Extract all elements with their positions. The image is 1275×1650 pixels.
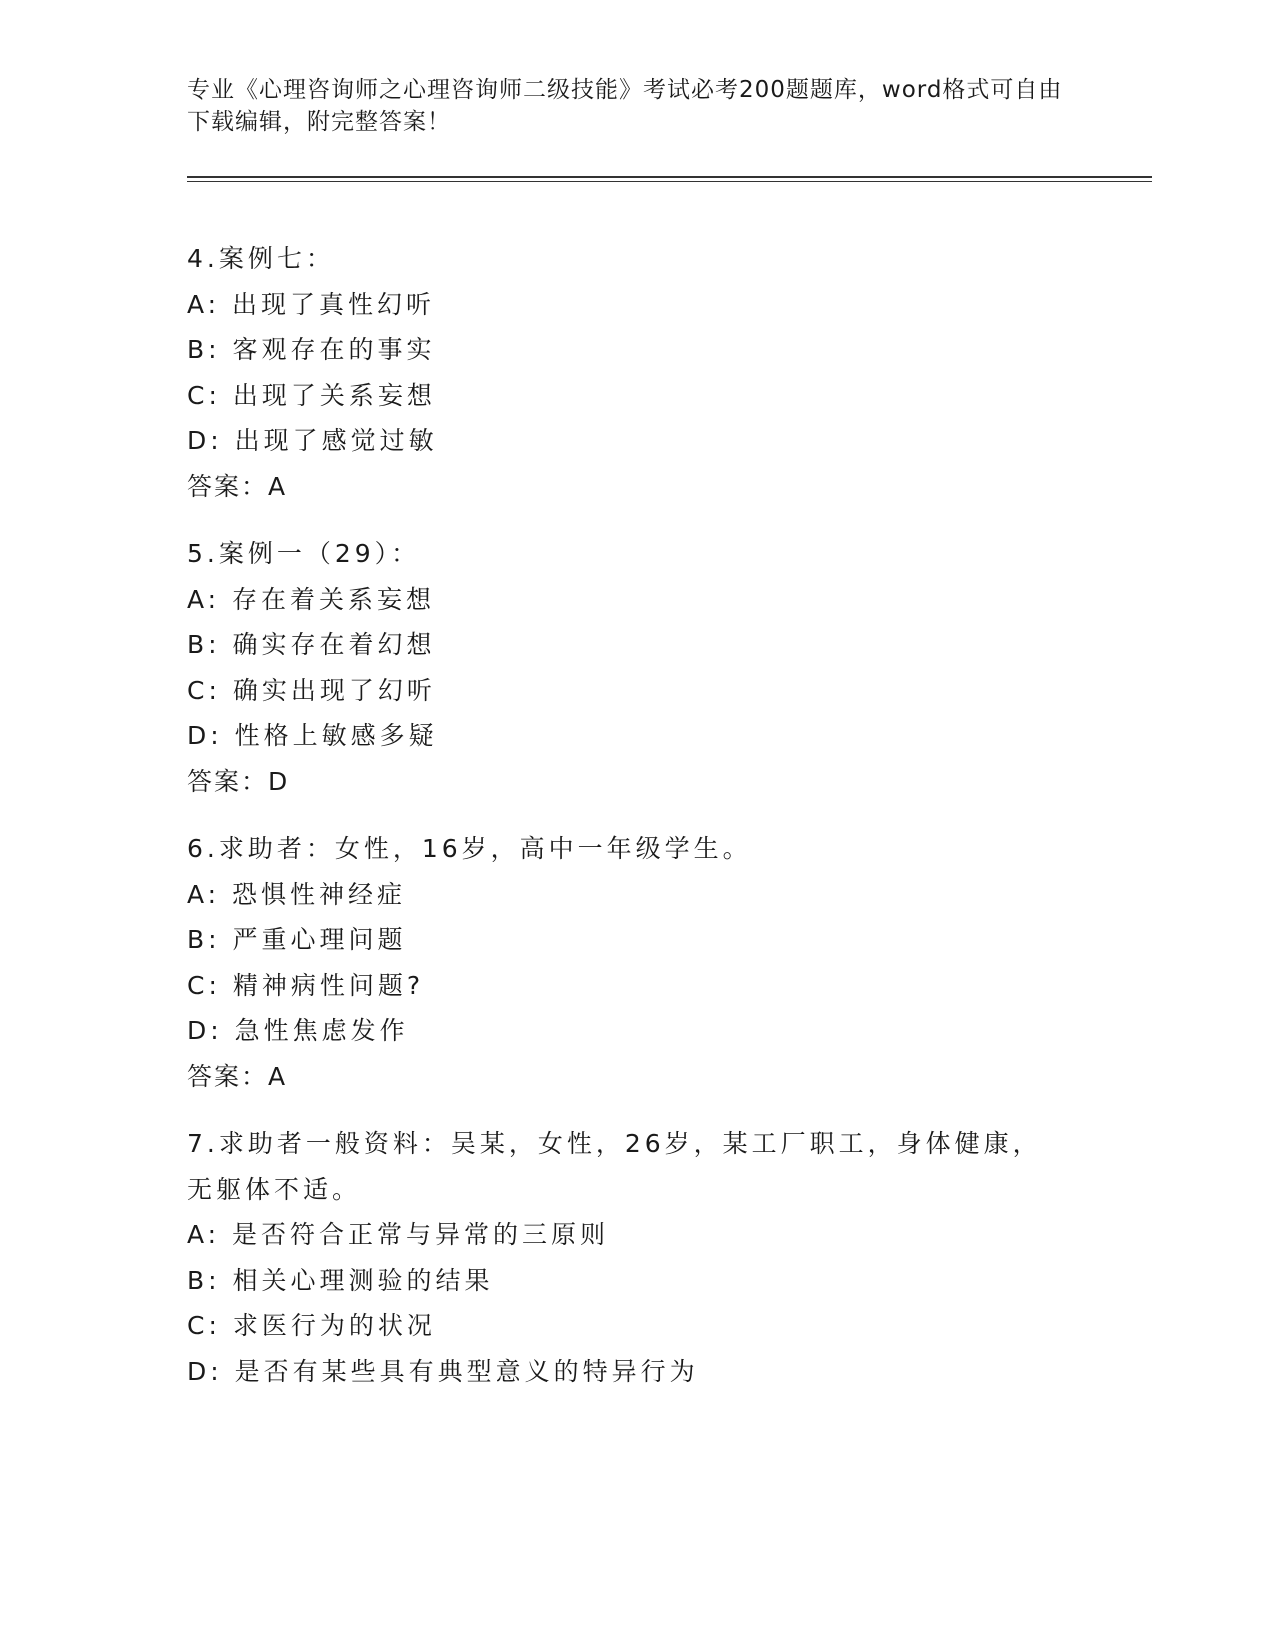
option-key: D: xyxy=(187,426,223,455)
option-b xyxy=(187,1258,1087,1304)
option-c xyxy=(187,963,1087,1009)
option-c xyxy=(187,1303,1087,1349)
option-key: B: xyxy=(187,335,221,364)
option-text: 求医行为的状况 xyxy=(232,1311,436,1340)
option-text: 性格上敏感多疑 xyxy=(234,721,438,750)
option-c xyxy=(187,373,1087,419)
option-b xyxy=(187,622,1087,668)
option-key: D: xyxy=(187,721,223,750)
option-text: 相关心理测验的结果 xyxy=(232,1265,494,1295)
answer-line: 答案：A xyxy=(187,471,288,501)
option-text: 是否有某些具有典型意义的特异行为 xyxy=(234,1356,699,1386)
option-text: 精神病性问题? xyxy=(232,970,425,1000)
option-a xyxy=(187,1212,1087,1258)
answer-line: 答案：A xyxy=(187,1061,288,1091)
option-b xyxy=(187,327,1087,373)
option-key: D: xyxy=(187,1016,223,1045)
option-text: 确实存在着幻想 xyxy=(232,630,436,659)
document-header: 专业《心理咨询师之心理咨询师二级技能》考试必考200题题库，word格式可自由下载编辑，附完整答案！ xyxy=(187,77,1063,135)
option-key: B: xyxy=(187,925,221,954)
option-text: 恐惧性神经症 xyxy=(232,879,407,909)
header-rule-thin xyxy=(187,181,1152,182)
answer-line: 答案：D xyxy=(187,766,290,796)
option-key: A: xyxy=(187,584,221,614)
question-7 xyxy=(187,1121,1087,1394)
option-text: 存在着关系妄想 xyxy=(232,584,436,614)
option-b xyxy=(187,917,1087,963)
option-key: A: xyxy=(187,1220,221,1249)
option-d xyxy=(187,1349,1087,1395)
option-key: C: xyxy=(187,380,221,410)
option-key: B: xyxy=(187,630,221,659)
option-text: 客观存在的事实 xyxy=(232,335,436,364)
option-text: 严重心理问题 xyxy=(232,925,407,954)
option-d xyxy=(187,713,1087,759)
question-stem: 7.求助者一般资料：吴某，女性，26岁，某工厂职工，身体健康，无躯体不适。 xyxy=(187,1129,1042,1204)
option-key: C: xyxy=(187,675,221,705)
question-stem: 4.案例七： xyxy=(187,244,335,273)
option-text: 出现了真性幻听 xyxy=(232,289,436,319)
question-4 xyxy=(187,236,1087,509)
question-6 xyxy=(187,826,1087,1099)
option-text: 确实出现了幻听 xyxy=(232,675,436,705)
header-rule-thick xyxy=(187,176,1152,178)
option-key: B: xyxy=(187,1265,221,1295)
option-text: 急性焦虑发作 xyxy=(234,1016,409,1045)
option-a xyxy=(187,577,1087,623)
option-key: A: xyxy=(187,879,221,909)
question-stem: 6.求助者：女性，16岁，高中一年级学生。 xyxy=(187,834,752,863)
option-text: 是否符合正常与异常的三原则 xyxy=(232,1220,610,1249)
option-text: 出现了关系妄想 xyxy=(232,380,436,410)
option-key: C: xyxy=(187,970,221,1000)
question-list xyxy=(187,236,1087,1416)
option-c xyxy=(187,668,1087,714)
option-text: 出现了感觉过敏 xyxy=(234,426,438,455)
question-5 xyxy=(187,531,1087,804)
option-key: A: xyxy=(187,289,221,319)
option-d xyxy=(187,418,1087,464)
option-key: D: xyxy=(187,1356,223,1386)
question-stem: 5.案例一（29）： xyxy=(187,539,421,568)
option-key: C: xyxy=(187,1311,221,1340)
option-d xyxy=(187,1008,1087,1054)
option-a xyxy=(187,872,1087,918)
option-a xyxy=(187,282,1087,328)
